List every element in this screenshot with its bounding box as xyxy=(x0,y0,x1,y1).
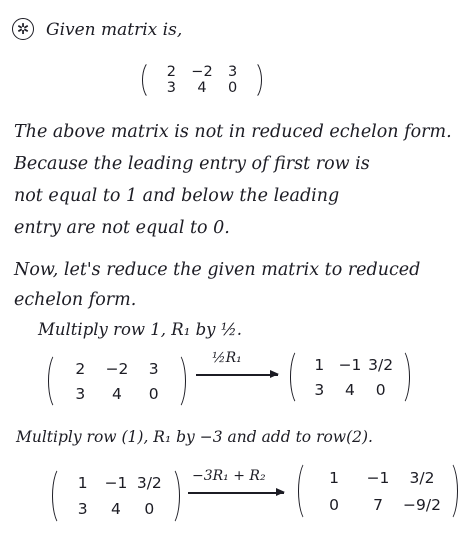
matrix-cell: −2 xyxy=(191,64,213,80)
star-icon: ✲ xyxy=(12,18,34,40)
matrix-cell: 2 xyxy=(75,359,86,378)
step2-arrow xyxy=(188,492,284,494)
paragraph-line: Now, let's reduce the given matrix to reduced xyxy=(14,260,421,280)
matrix-cell: 3 xyxy=(148,359,159,378)
matrix-cell: 0 xyxy=(148,384,159,403)
matrix-cell: 2 xyxy=(166,64,176,80)
matrix-cell: 4 xyxy=(111,500,121,518)
matrix-cell: 3 xyxy=(314,380,325,399)
left-bracket xyxy=(48,352,59,410)
paragraph-line: not equal to 1 and below the leading xyxy=(14,186,340,206)
left-bracket xyxy=(298,460,309,522)
matrix-cell: 0 xyxy=(144,500,155,518)
matrix-cell: −2 xyxy=(105,359,129,378)
matrix-cell: −1 xyxy=(104,474,128,492)
matrix-cell: 4 xyxy=(345,380,355,399)
given-matrix xyxy=(142,60,262,100)
matrix-cell: 1 xyxy=(77,474,88,492)
step1-to-matrix xyxy=(290,348,410,406)
right-bracket xyxy=(175,352,186,410)
left-bracket xyxy=(52,466,63,526)
matrix-cell: 3/2 xyxy=(409,468,435,487)
matrix-cell: −9/2 xyxy=(403,495,441,514)
right-bracket xyxy=(251,60,262,100)
paragraph-line: echelon form. xyxy=(14,290,137,310)
matrix-cell: −1 xyxy=(338,355,362,374)
matrix-cell: 3 xyxy=(228,64,238,80)
left-bracket xyxy=(142,60,153,100)
right-bracket xyxy=(447,460,458,522)
step1-from-matrix xyxy=(48,352,186,410)
paragraph-line: entry are not equal to 0. xyxy=(14,218,230,238)
step1-arrow xyxy=(196,374,278,376)
matrix-cell: 3/2 xyxy=(368,355,394,374)
matrix-cell: 3 xyxy=(77,500,88,518)
matrix-cell: 3 xyxy=(166,80,176,96)
matrix-cell: 7 xyxy=(373,495,383,514)
matrix-cell: 0 xyxy=(228,80,238,96)
step2-operation: −3R₁ + R₂ xyxy=(192,468,266,484)
step2-from-matrix xyxy=(52,466,180,526)
step1-text: Multiply row 1, R₁ by ½. xyxy=(38,320,242,339)
step2-text: Multiply row (1), R₁ by −3 and add to row(2). xyxy=(16,428,373,446)
matrix-cell: 4 xyxy=(197,80,207,96)
matrix-cell: −1 xyxy=(366,468,390,487)
matrix-cell: 0 xyxy=(375,380,386,399)
step2-to-matrix xyxy=(298,460,458,522)
step1-operation: ½R₁ xyxy=(212,350,242,366)
right-bracket xyxy=(169,466,180,526)
right-bracket xyxy=(399,348,410,406)
paragraph-line: Because the leading entry of first row is xyxy=(14,154,370,174)
left-bracket xyxy=(290,348,301,406)
matrix-cell: 3/2 xyxy=(136,474,162,492)
paragraph-line: The above matrix is not in reduced echelon form. xyxy=(14,122,452,142)
matrix-cell: 1 xyxy=(329,468,339,487)
intro-text: Given matrix is, xyxy=(46,20,183,40)
matrix-cell: 1 xyxy=(314,355,325,374)
matrix-cell: 3 xyxy=(75,384,86,403)
matrix-cell: 4 xyxy=(112,384,122,403)
matrix-cell: 0 xyxy=(329,495,339,514)
